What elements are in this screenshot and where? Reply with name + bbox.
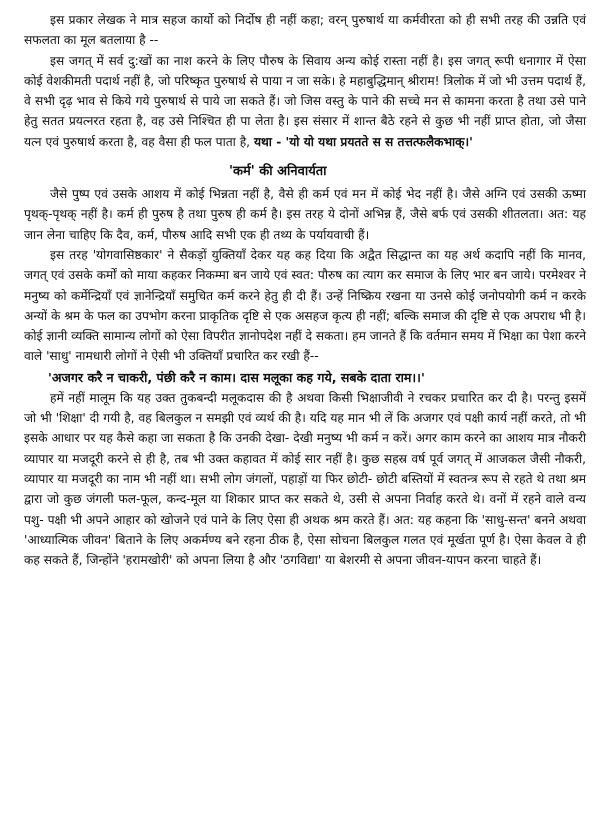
yatha-label: यथा - — [253, 134, 286, 149]
couplet-quote: 'अजगर करै न चाकरी, पंछी करै न काम। दास मलूका कह गये, सबके दाता राम।।' — [48, 369, 425, 385]
paragraph-maluka-critique: हमें नहीं मालूम कि यह उक्त तुकबन्दी मलूकदास की है अथवा किसी भिक्षाजीवी ने रचकर प्रचारित कर दी है। परन्तु इसमें जो भी 'शिक्षा' दी गयी है, वह बिलकुल न समझी एवं व्यर्थ की है। यदि यह मान भी लें कि अजगर एवं पक्षी कार्य नहीं करते, तो भी इसके आधार पर यह कैसे कहा जा सकता है कि उनकी देखा- देखी मनुष्य भी कर्म न करें। अगर काम करने का आशय मात्र नौकरी व्यापार या मजदूरी करने से ही है, तब भी उक्त कहावत में कोई सार नहीं है। कुछ सहस्र वर्ष पूर्व जगत् में आजकल जैसी नौकरी, व्यापार या मजदूरी का नाम भी नहीं था। सभी लोग जंगलों, पहाड़ों या फिर छोटी- छोटी बस्तियों में स्वतन्त्र रूप से रहते थे तथा श्रम द्वारा जो कुछ जंगली फल-फूल, कन्द-मूल या शिकार प्राप्त कर सकते थे, उसी से अपना निर्वाह करते थे। वनों में रहने वाले वन्य पशु- पक्षी भी अपने आहार को खोजने एवं पाने के लिए ऐसा ही अथक श्रम करते हैं। अत: यह कहना कि 'साधु-सन्त' बनने अथवा 'आध्यात्मिक जीवन' बिताने के लिए अकर्मण्य बने रहना ठीक है, ऐसा सोचना बिलकुल गलत एवं मूर्खता पूर्ण है। ऐसा केवल वे ही कह सकते हैं, जिन्होंने 'हरामखोरी' को अपना लिया है और 'ठगविद्या' या बेशरमी से अपना जीवन-यापन करना चाहते हैं। — [24, 390, 586, 568]
section-heading: 'कर्म' की अनिवार्यता — [229, 164, 327, 180]
paragraph-intro: इस प्रकार लेखक ने मात्र सहज कार्यो को निर्दोष ही नहीं कहा; वरन् पुरुषार्थ या कर्मवीरता को ही सभी तरह की उन्नति एवं सफलता का मूल बतलाया है -- — [24, 13, 586, 48]
paragraph-purushartha-text: इस जगत् में सर्व दु:खों का नाश करने के लिए पौरुष के सिवाय अन्य कोई रास्ता नहीं है। इस जगत् रूपी धनागार में ऐसा कोई वेशकीमती पदार्थ नहीं है, जो परिष्कृत पुरुषार्थ से पाया न जा सके। हे महाबुद्धिमान् श्रीराम! त्रिलोक में जो भी उत्तम पदार्थ हैं, वे सभी दृढ़ भाव से किये गये पुरुषार्थ से पाये जा सकते हैं। जो जिस वस्तु के पाने की सच्चे मन से कामना करता है तथा उसे पाने हेतु सतत प्रयत्नरत रहता है, वह उसे निश्चित ही पा लेता है। इस संसार में शान्त बैठे रहने से कुछ भी नहीं प्राप्त होता, जो जैसा यत्न एवं पुरुषार्थ करता है, वह वैसा ही फल पाता है, — [24, 53, 586, 149]
paragraph-karma-mind: जैसे पुष्प एवं उसके आशय में कोई भिन्नता नहीं है, वैसे ही कर्म एवं मन में कोई भेद नहीं है। जैसे अग्नि एवं उसकी ऊष्मा पृथक्-पृथक् नहीं है। कर्म ही पुरुष है तथा पुरुष ही कर्म है। इस तरह ये दोनों अभिन्न हैं, जैसे बर्फ एवं उसकी शीतलता। अत: यह जान लेना चाहिए कि दैव, कर्म, पौरुष आदि सभी एक ही तथ्य के पर्यायवाची हैं। — [24, 187, 586, 242]
paragraph-purushartha — [24, 51, 586, 152]
paragraph-yogavasishtha: इस तरह 'योगवासिष्ठकार' ने सैकड़ों युक्तियाँ देकर यह कह दिया कि अद्वैत सिद्धान्त का यह अर्थ कदापि नहीं कि मानव, जगत् एवं उसके कर्मों को माया कहकर निकम्मा बन जाये एवं स्वत: पौरुष का त्याग कर समाज के लिए भार बन जाये। परमेश्वर ने मनुष्य को कर्मेन्द्रियाँ एवं ज्ञानेन्द्रियाँ समुचित कर्म करने हेतु ही दी हैं। उन्हें निष्क्रिय रखना या उनसे कोई जनोपयोगी कर्म न करके अन्यों के श्रम के फल का उपभोग करना प्राकृतिक दृष्टि से एक असहज कृत्य ही नहीं; बल्कि समाज की दृष्टि से एक अपराध भी है। कोई ज्ञानी व्यक्ति सामान्य लोगों को ऐसा विपरीत ज्ञानोपदेश नहीं दे सकता। हम जानते हैं कि वर्तमान समय में भिक्षा का पेशा करने वाले 'साधु' नामधारी लोगों ने ऐसी भी उक्तियाँ प्रचारित कर रखी हैं-- — [24, 247, 586, 364]
sanskrit-quote: 'यो यो यथा प्रयतते स स तत्तत्फलैकभाक्।' — [285, 134, 473, 149]
